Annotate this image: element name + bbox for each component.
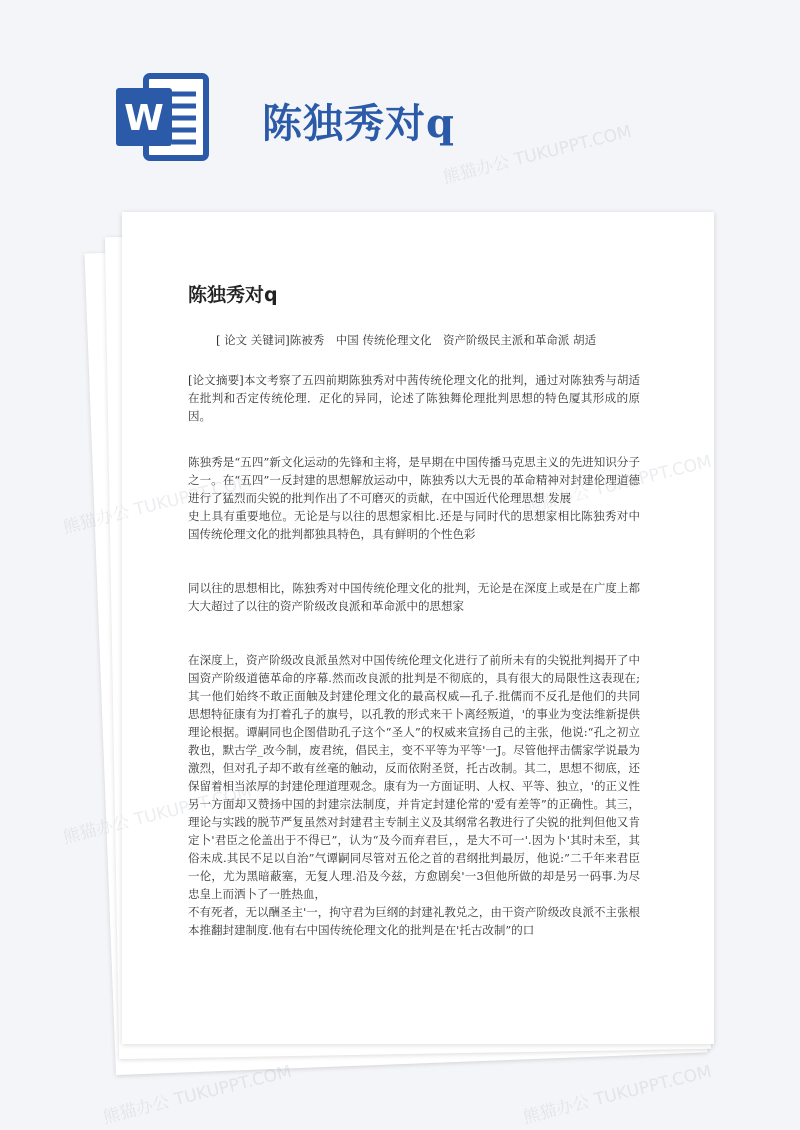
body-paragraph: 陈独秀是“五四”新文化运动的先锋和主将，是早期在中国传播马克思主义的先进知识分子之一。在“五四”一反封建的思想解放运动中，陈独秀以大无畏的革命精神对封建伦理道德进行了猛烈而尖锐的批判作出了不可磨灭的贡献，在中国近代伦理思想 发展	[188, 455, 640, 505]
body-paragraph: 不有死者，无以酬圣主'一，拘守君为巨纲的封建礼教兑之，由干资产阶级改良派不主张根本推翻封建制度.他有右中国传统伦理文化的批判是在'托古改制”的口	[188, 905, 640, 937]
body-paragraph: 史上具有重要地位。无论是与以往的思想家相比.还是与同时代的思想家相比陈独秀对中国传统伦理文化的批判都独具特色，具有鲜明的个性色彩	[188, 509, 640, 541]
page-header	[0, 0, 800, 200]
svg-text:W: W	[124, 98, 164, 139]
watermark: 熊猫办公 TUKUPPT.COM	[101, 1061, 294, 1129]
abstract-paragraph: [论文摘要]本文考察了五四前期陈独秀对中茜传统伦理文化的批判，通过对陈独秀与胡适在批判和否定传统伦理．疋化的异同，论述了陈独舞伦理批判思想的特色厦其形成的原因。	[188, 373, 640, 423]
body-paragraph: 同以往的思想相比，陈独秀对中国传统伦理文化的批判，无论是在深度上或是在广度上都大大超过了以往的资产阶级改良派和革命派中的思想家	[188, 581, 640, 613]
watermark: 熊猫办公 TUKUPPT.COM	[441, 121, 634, 189]
word-document-icon	[112, 72, 212, 162]
header-title: 陈独秀对q	[262, 100, 455, 147]
body-paragraph: 在深度上，资产阶级改良派虽然对中国传统伦理文化进行了前所未有的尖锐批判揭开了中国资产阶级道德革命的序幕.然而改良派的批判是不彻底的，具有很大的局限性这表现在;其一他们始终不敢正面触及封建伦理文化的最高权威—孔子.批儒而不反孔是他们的共同思想特征康有为打着孔子的旗号，以孔教的形式来干卜离经叛道，'的事业为变法维新提供理论根据。谭嗣同也企图借助孔子这个“圣人”的权威来宣扬自己的主张，他说:“孔之初立教也，默古学_改今制，废君统，倡民主，变不平等为平等'一J。尽管他抨击儒家学说最为激烈，但对孔子却不敢有丝毫的触动，反而依附圣贤，托古改制。其二，思想不彻底，还保留着相当浓厚的封建伦理道理观念。康有为一方面证明、人权、平等、独立，'的正义性另一方面却又赞扬中国的封建宗法制度，并肯定封建伦常的'爱有差等”的正确性。其三，理论与实践的脱节严复虽然对封建君主专制主义及其纲常名教进行了尖锐的批判但他又肯定卜'君臣之伦盖出于不得已”，认为“及今而弃君巨，，是大不可一'.因为卜'其时未至，其俗未成.其民不足以自治”气谭嗣同尽管对五伦之首的君纲批判最厉，他说:”二千年来君臣一伦，尤为黑暗蔽塞，无复人理.沿及今兹，方愈剧矣'一3但他所做的却是另一码事.为尽忠皇上而洒卜了一胜热血，	[188, 653, 640, 901]
watermark: 熊猫办公 TUKUPPT.COM	[521, 1061, 714, 1129]
watermark: 熊猫办公	[61, 812, 132, 849]
document-page	[122, 212, 714, 1044]
document-content	[188, 280, 640, 939]
document-title: 陈独秀对q	[188, 284, 278, 306]
keywords-line: [ 论文 关键词]陈被秀 中国 传统伦理文化 资产阶级民主派和革命派 胡适	[216, 333, 597, 347]
